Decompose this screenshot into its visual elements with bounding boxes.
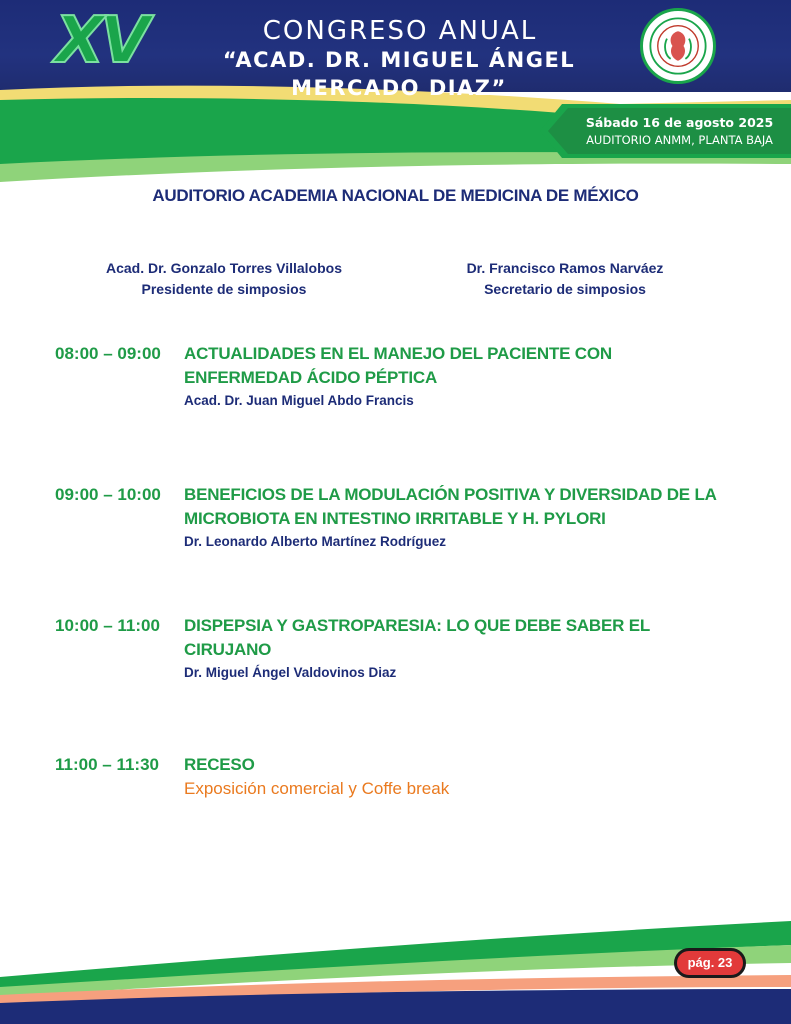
association-seal-icon: [640, 8, 716, 84]
venue-heading: AUDITORIO ACADEMIA NACIONAL DE MEDICINA DE MÉXICO: [152, 186, 639, 205]
session-title-line: ACTUALIDADES EN EL MANEJO DEL PACIENTE CON: [184, 344, 612, 363]
session-title-line: DISPEPSIA Y GASTROPARESIA: LO QUE DEBE SABER EL: [184, 616, 651, 635]
session-title-line: ENFERMEDAD ÁCIDO PÉPTICA: [184, 368, 438, 387]
officer-role: Secretario de simposios: [484, 281, 646, 297]
congress-honoree: “ACAD. DR. MIGUEL ÁNGEL MERCADO DIAZ”: [222, 48, 576, 100]
session-title-line: BENEFICIOS DE LA MODULACIÓN POSITIVA Y DIVERSIDAD DE LA: [184, 485, 717, 504]
officer-name: Dr. Francisco Ramos Narváez: [466, 260, 664, 276]
officer-secretary: [415, 258, 715, 300]
session-title-line: CIRUJANO: [184, 640, 272, 659]
session-title-line: MICROBIOTA EN INTESTINO IRRITABLE Y H. PYLORI: [184, 509, 606, 528]
edition-logo: XV: [55, 4, 146, 78]
session-title-line: RECESO: [184, 755, 255, 774]
event-date: Sábado 16 de agosto 2025: [585, 115, 774, 130]
session-note: Exposición comercial y Coffe break: [184, 779, 450, 798]
session-speaker: Dr. Leonardo Alberto Martínez Rodríguez: [184, 534, 447, 549]
session-speaker: Acad. Dr. Juan Miguel Abdo Francis: [184, 393, 414, 408]
footer-decoration: [0, 905, 791, 1024]
officer-president: [74, 258, 374, 300]
officer-role: Presidente de simposios: [141, 281, 307, 297]
congress-title: CONGRESO ANUAL: [262, 16, 538, 46]
session-speaker: Dr. Miguel Ángel Valdovinos Diaz: [184, 665, 397, 680]
session-title: [184, 614, 764, 662]
session-time: 10:00 – 11:00: [55, 616, 160, 635]
event-location: AUDITORIO ANMM, PLANTA BAJA: [586, 133, 773, 147]
session-time: 09:00 – 10:00: [55, 485, 161, 504]
event-date-location: [548, 107, 791, 155]
session-title: [184, 753, 764, 777]
session-title: [184, 483, 764, 531]
session-time: 11:00 – 11:30: [55, 755, 159, 774]
page-number-badge: pág. 23: [674, 948, 746, 978]
session-title: [184, 342, 764, 390]
session-time: 08:00 – 09:00: [55, 344, 161, 363]
officer-name: Acad. Dr. Gonzalo Torres Villalobos: [106, 260, 342, 276]
